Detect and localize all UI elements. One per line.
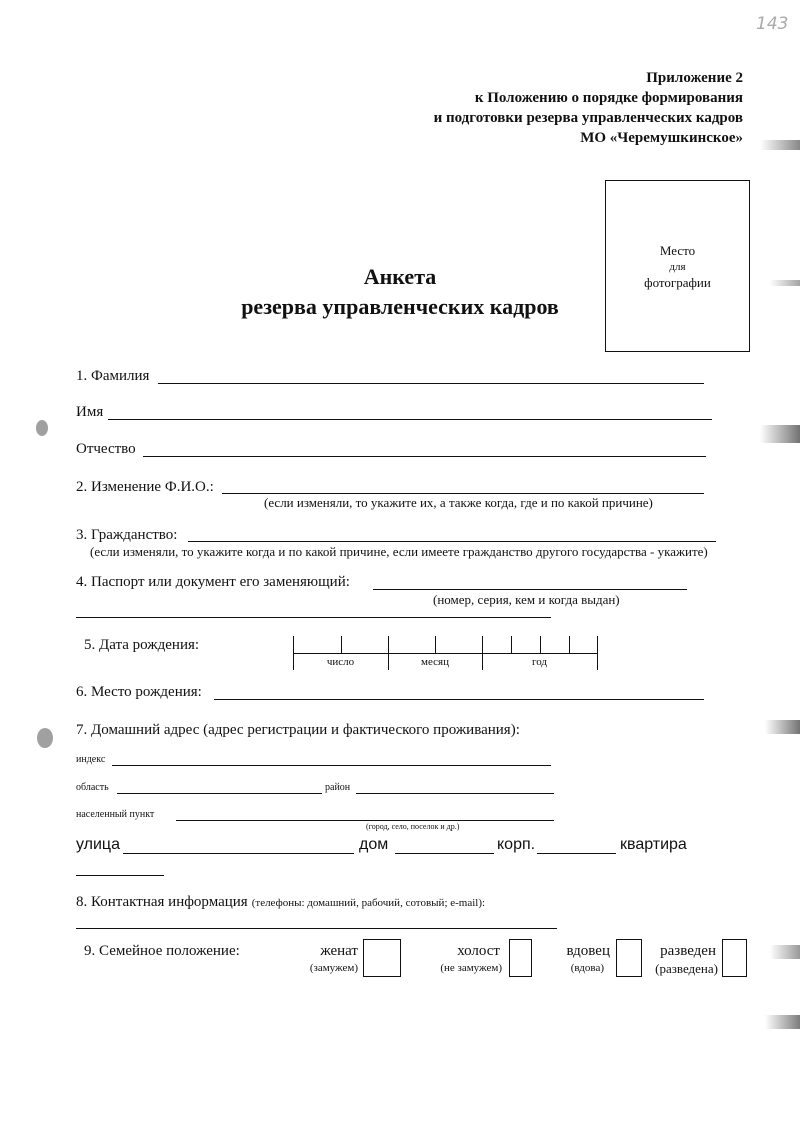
citizenship-label: 3. Гражданство:: [76, 527, 178, 543]
photo-box-line-2: для: [669, 261, 686, 273]
appendix-line-1: Приложение 2: [646, 70, 743, 86]
name-field[interactable]: [108, 419, 712, 420]
passport-hint: (номер, серия, кем и когда выдан): [433, 592, 620, 607]
passport-field-line-2[interactable]: [76, 617, 551, 618]
birth-date-label: 5. Дата рождения:: [84, 637, 200, 653]
form-title-line-1: Анкета: [363, 264, 437, 289]
appendix-line-2: к Положению о порядке формирования: [474, 90, 743, 106]
marital-option-married-sub: (замужем): [309, 962, 358, 974]
birth-month-label: месяц: [421, 656, 449, 668]
patronymic-label: Отчество: [76, 441, 136, 457]
page-number: 143: [756, 14, 789, 34]
photo-box-line-3: фотографии: [644, 275, 711, 290]
index-label: индекс: [76, 754, 106, 765]
region-label: область: [76, 782, 109, 793]
surname-field[interactable]: [158, 383, 704, 384]
birth-day-label: число: [326, 656, 355, 668]
house-label: дом: [359, 836, 389, 853]
fio-change-field[interactable]: [222, 493, 704, 494]
citizenship-field[interactable]: [188, 541, 716, 542]
district-label: район: [325, 782, 351, 793]
contact-label-group: [76, 893, 485, 911]
photo-box-line-1: Место: [659, 243, 696, 258]
name-label: Имя: [76, 404, 104, 420]
house-field[interactable]: [395, 853, 494, 854]
locality-label: населенный пункт: [76, 809, 155, 820]
address-label: 7. Домашний адрес (адрес регистрации и фактического проживания):: [76, 722, 520, 738]
photo-box: [605, 180, 750, 352]
apartment-label: квартира: [620, 836, 687, 853]
birth-place-field[interactable]: [214, 699, 704, 700]
passport-label: 4. Паспорт или документ его заменяющий:: [76, 574, 350, 590]
marital-checkbox-single[interactable]: [509, 939, 532, 977]
locality-field[interactable]: [176, 820, 554, 821]
marital-checkbox-widowed[interactable]: [616, 939, 642, 977]
building-field[interactable]: [537, 853, 616, 854]
birth-year-label: год: [531, 656, 548, 668]
marital-option-divorced-label: разведен: [660, 943, 716, 959]
marital-option-married-label: женат: [320, 943, 358, 959]
street-label: улица: [76, 836, 120, 853]
street-field[interactable]: [123, 853, 354, 854]
marital-option-widowed-sub: (вдова): [570, 962, 604, 974]
fio-change-hint: (если изменяли, то укажите их, а также когда, где и по какой причине): [264, 495, 653, 510]
fio-change-label: 2. Изменение Ф.И.О.:: [76, 479, 214, 495]
building-label: корп.: [497, 836, 536, 853]
marital-option-single-sub: (не замужем): [440, 962, 502, 974]
appendix-line-4: МО «Черемушкинское»: [580, 130, 743, 146]
apartment-field[interactable]: [76, 875, 164, 876]
marital-option-widowed-label: вдовец: [566, 943, 610, 959]
marital-label: 9. Семейное положение:: [84, 943, 240, 959]
birth-date-grid[interactable]: [293, 636, 598, 670]
form-title-line-2: резерва управленческих кадров: [241, 294, 559, 319]
district-field[interactable]: [356, 793, 554, 794]
contact-field[interactable]: [76, 928, 557, 929]
contact-hint: (телефоны: домашний, рабочий, сотовый; e-mail):: [251, 897, 486, 909]
marital-option-single-label: холост: [457, 943, 500, 959]
marital-checkbox-divorced[interactable]: [722, 939, 747, 977]
marital-checkbox-married[interactable]: [363, 939, 401, 977]
appendix-line-3: и подготовки резерва управленческих кадров: [433, 110, 743, 126]
region-field[interactable]: [117, 793, 322, 794]
contact-label: 8. Контактная информация: [76, 894, 248, 910]
birth-place-label: 6. Место рождения:: [76, 684, 202, 700]
marital-option-divorced-sub: (разведена): [655, 961, 718, 976]
passport-field[interactable]: [373, 589, 687, 590]
patronymic-field[interactable]: [143, 456, 706, 457]
form-title: [200, 262, 600, 322]
appendix-header: [434, 68, 743, 148]
index-field[interactable]: [112, 765, 551, 766]
citizenship-hint: (если изменяли, то укажите когда и по какой причине, если имеете гражданство другого государства - укажите): [90, 544, 708, 559]
locality-hint: (город, село, поселок и др.): [366, 822, 460, 831]
surname-label: 1. Фамилия: [76, 368, 150, 384]
